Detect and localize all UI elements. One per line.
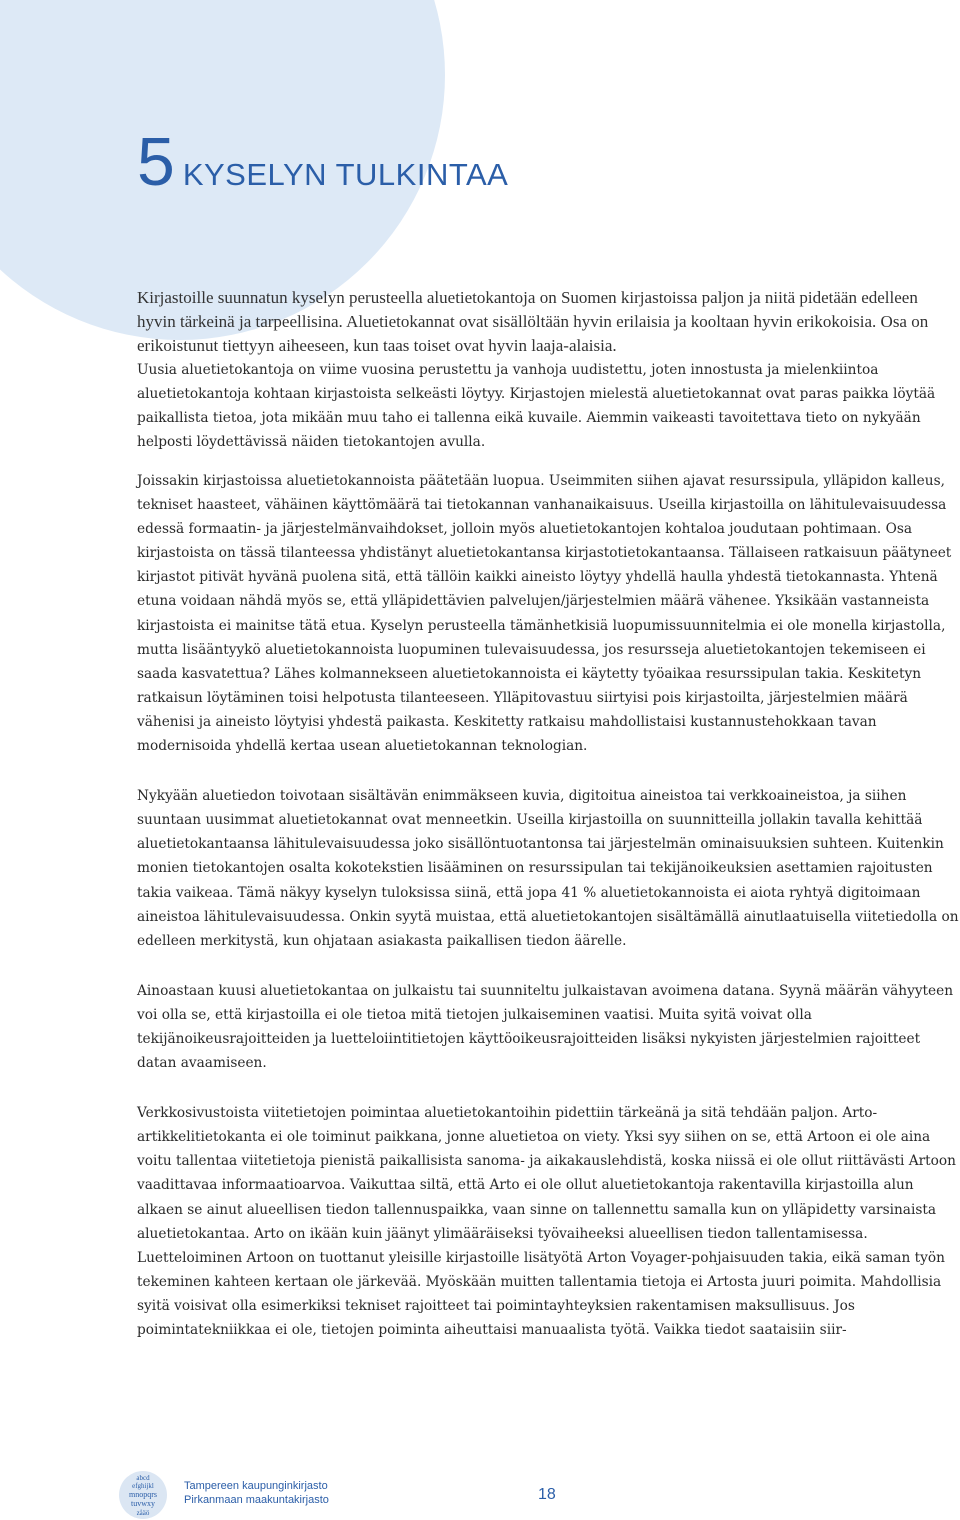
- logo-text-line: zåäö: [136, 1509, 150, 1517]
- paragraph: Ainoastaan kuusi aluetietokantaa on julkaistu tai suunniteltu julkaistavan avoimena datana. Syynä määrän vähyyteen voi olla se, että kirjastoilla ei ole tietoa mitä tietojen julkaiseminen vaatisi. Muita syitä voivat olla tekijänoikeusrajoitteiden ja luetteloiintitietojen käyttöoikeusrajoitteiden lisäksi nykyisten järjestelmien rajoitteet datan avaamiseen.: [137, 982, 954, 1072]
- page-number: 18: [538, 1486, 556, 1503]
- footer-organization: [184, 1479, 329, 1507]
- logo-text-line: abcd: [136, 1474, 150, 1482]
- chapter-heading: [137, 124, 508, 200]
- footer-org-line1: Tampereen kaupunginkirjasto: [184, 1480, 328, 1492]
- footer-org-line2: Pirkanmaan maakuntakirjasto: [184, 1494, 329, 1506]
- library-logo: [118, 1470, 168, 1520]
- chapter-number: 5: [137, 124, 175, 200]
- intro-paragraph: Kirjastoille suunnatun kyselyn perusteella aluetietokantoja on Suomen kirjastoissa paljon ja niitä pidetään edelleen hyvin tärkeinä ja tarpeellisina. Aluetietokannat ovat sisällöltään hyvin erilaisia ja kooltaan hyvin erikokoisia. Osa on erikoistunut tiettyyn aiheeseen, kun taas toiset ovat hyvin laaja-alaisia.: [137, 288, 929, 355]
- logo-text-line: mnopqrs: [129, 1490, 157, 1499]
- chapter-title: KYSELYN TULKINTAA: [182, 157, 509, 192]
- logo-text-line: efghijkl: [132, 1482, 154, 1490]
- paragraph: Joissakin kirjastoissa aluetietokannoista päätetään luopua. Useimmiten siihen ajavat resurssipula, ylläpidon kalleus, tekniset haasteet, vähäinen käyttömäärä tai tietokannan vanhanaikaisuus. Useilla kirjastoilla on lähitulevaisuudessa edessä formaatin- ja järjestelmänvaihdokset, jolloin myös aluetietokantojen kohtaloa joudutaan pohtimaan. Osa kirjastoista on tässä tilanteessa yhdistänyt aluetietokantansa kirjastotietokantaansa. Tällaiseen ratkaisuun päätyneet kirjastot pitivät hyvänä puolena sitä, että tällöin kaikki aineisto löytyy yhdellä haulla yhdestä tietokannasta. Yhtenä etuna voidaan nähdä myös se, että ylläpidettävien palvelujen/järjestelmien määrä vähenee. Yksikään vastanneista kirjastoista ei mainitse tätä etua. Kyselyn perusteella tämänhetkisiä luopumissuunnitelmia ei ole monella kirjastolla, mutta lisääntyykö aluetietokannoista luopuminen tulevaisuudessa, jos resursseja aluetietokantojen tekemiseen ei saada kasvatettua? Lähes kolmannekseen aluetietokannoista ei käytetty työaikaa resurssipulan takia. Keskitetyn ratkaisun löytäminen toisi helpotusta tilanteeseen. Ylläpitovastuu siirtyisi pois kirjastoilta, järjestelmien määrä vähenisi ja aineisto löytyisi yhdestä paikasta. Keskitetty ratkaisu mahdollistaisi kustannustehokkaan tavan modernisoida yhdellä kertaa usean aluetietokannan teknologian.: [137, 473, 952, 755]
- logo-text-line: tuvwxy: [131, 1499, 155, 1508]
- body-text: [137, 286, 959, 1368]
- paragraph: Nykyään aluetiedon toivotaan sisältävän enimmäkseen kuvia, digitoitua aineistoa tai verkkoaineistoa, ja siihen suuntaan uusimmat aluetietokannat ovat menneetkin. Useilla kirjastoilla on suunnitteilla jollakin tavalla kehittää aluetietokantaansa lähitulevaisuudessa joko sisällöntuotantonsa tai järjestelmän ominaisuuksien suhteen. Kuitenkin monien tietokantojen osalta kokotekstien lisääminen on resurssipulan tai tekijänoikeuksien asettamien rajoitusten takia vaikeaa. Tämä näkyy kyselyn tuloksissa siinä, että jopa 41 % aluetietokannoista ei aiota ryhtyä digitoimaan aineistoa lähitulevaisuudessa. Onkin syytä muistaa, että aluetietokantojen sisältämällä ainutlaatuisella viitetiedolla on edelleen merkitystä, kun ohjataan asiakasta paikallisen tiedon äärelle.: [137, 788, 959, 949]
- paragraph: Uusia aluetietokantoja on viime vuosina perustettu ja vanhoja uudistettu, joten innostusta ja mielenkiintoa aluetietokantoja kohtaan kirjastoista selkeästi löytyy. Kirjastojen mielestä aluetietokannat ovat paras paikka löytää paikallista tietoa, jota mikään muu taho ei tallenna eikä kuvaile. Aiemmin vaikeasti tavoitettava tieto on nykyään helposti löydettävissä näiden tietokantojen avulla.: [137, 362, 936, 450]
- paragraph: Verkkosivustoista viitetietojen poimintaa aluetietokantoihin pidettiin tärkeänä ja sitä tehdään paljon. Arto-artikkelitietokanta ei ole toiminut paikkana, jonne aluetietoa on viety. Yksi syy siihen on se, että Artoon ei ole aina voitu tallentaa viitetietoja pienistä paikallisista sanoma- ja aikakauslehdistä, koska niissä ei ole ollut riittävästi Artoon vaadittavaa informaatioarvoa. Vaikuttaa siltä, että Arto ei ole ollut aluetietokantoja rakentavilla kirjastoilla alun alkaen se ainut alueellisen tiedon tallennuspaikka, vaan sinne on tallennettu samalla kun on ylläpidetty varsinaista aluetietokantaa. Arto on ikään kuin jäänyt ylimääräiseksi työvaiheeksi alueellisen tiedon tallentamisessa. Luetteloiminen Artoon on tuottanut yleisille kirjastoille lisätyötä Arton Voyager-pohjaisuuden takia, eikä saman työn tekeminen kahteen kertaan ole järkevää. Myöskään muitten tallentamia tietoja ei Artosta juuri poimita. Mahdollisia syitä voisivat olla esimerkiksi tekniset rajoitteet tai poimintayhteyksien rakentamisen maksullisuus. Jos poimintatekniikkaa ei ole, tietojen poiminta aiheuttaisi manuaalista työtä. Vaikka tiedot saataisiin siir-: [137, 1105, 956, 1338]
